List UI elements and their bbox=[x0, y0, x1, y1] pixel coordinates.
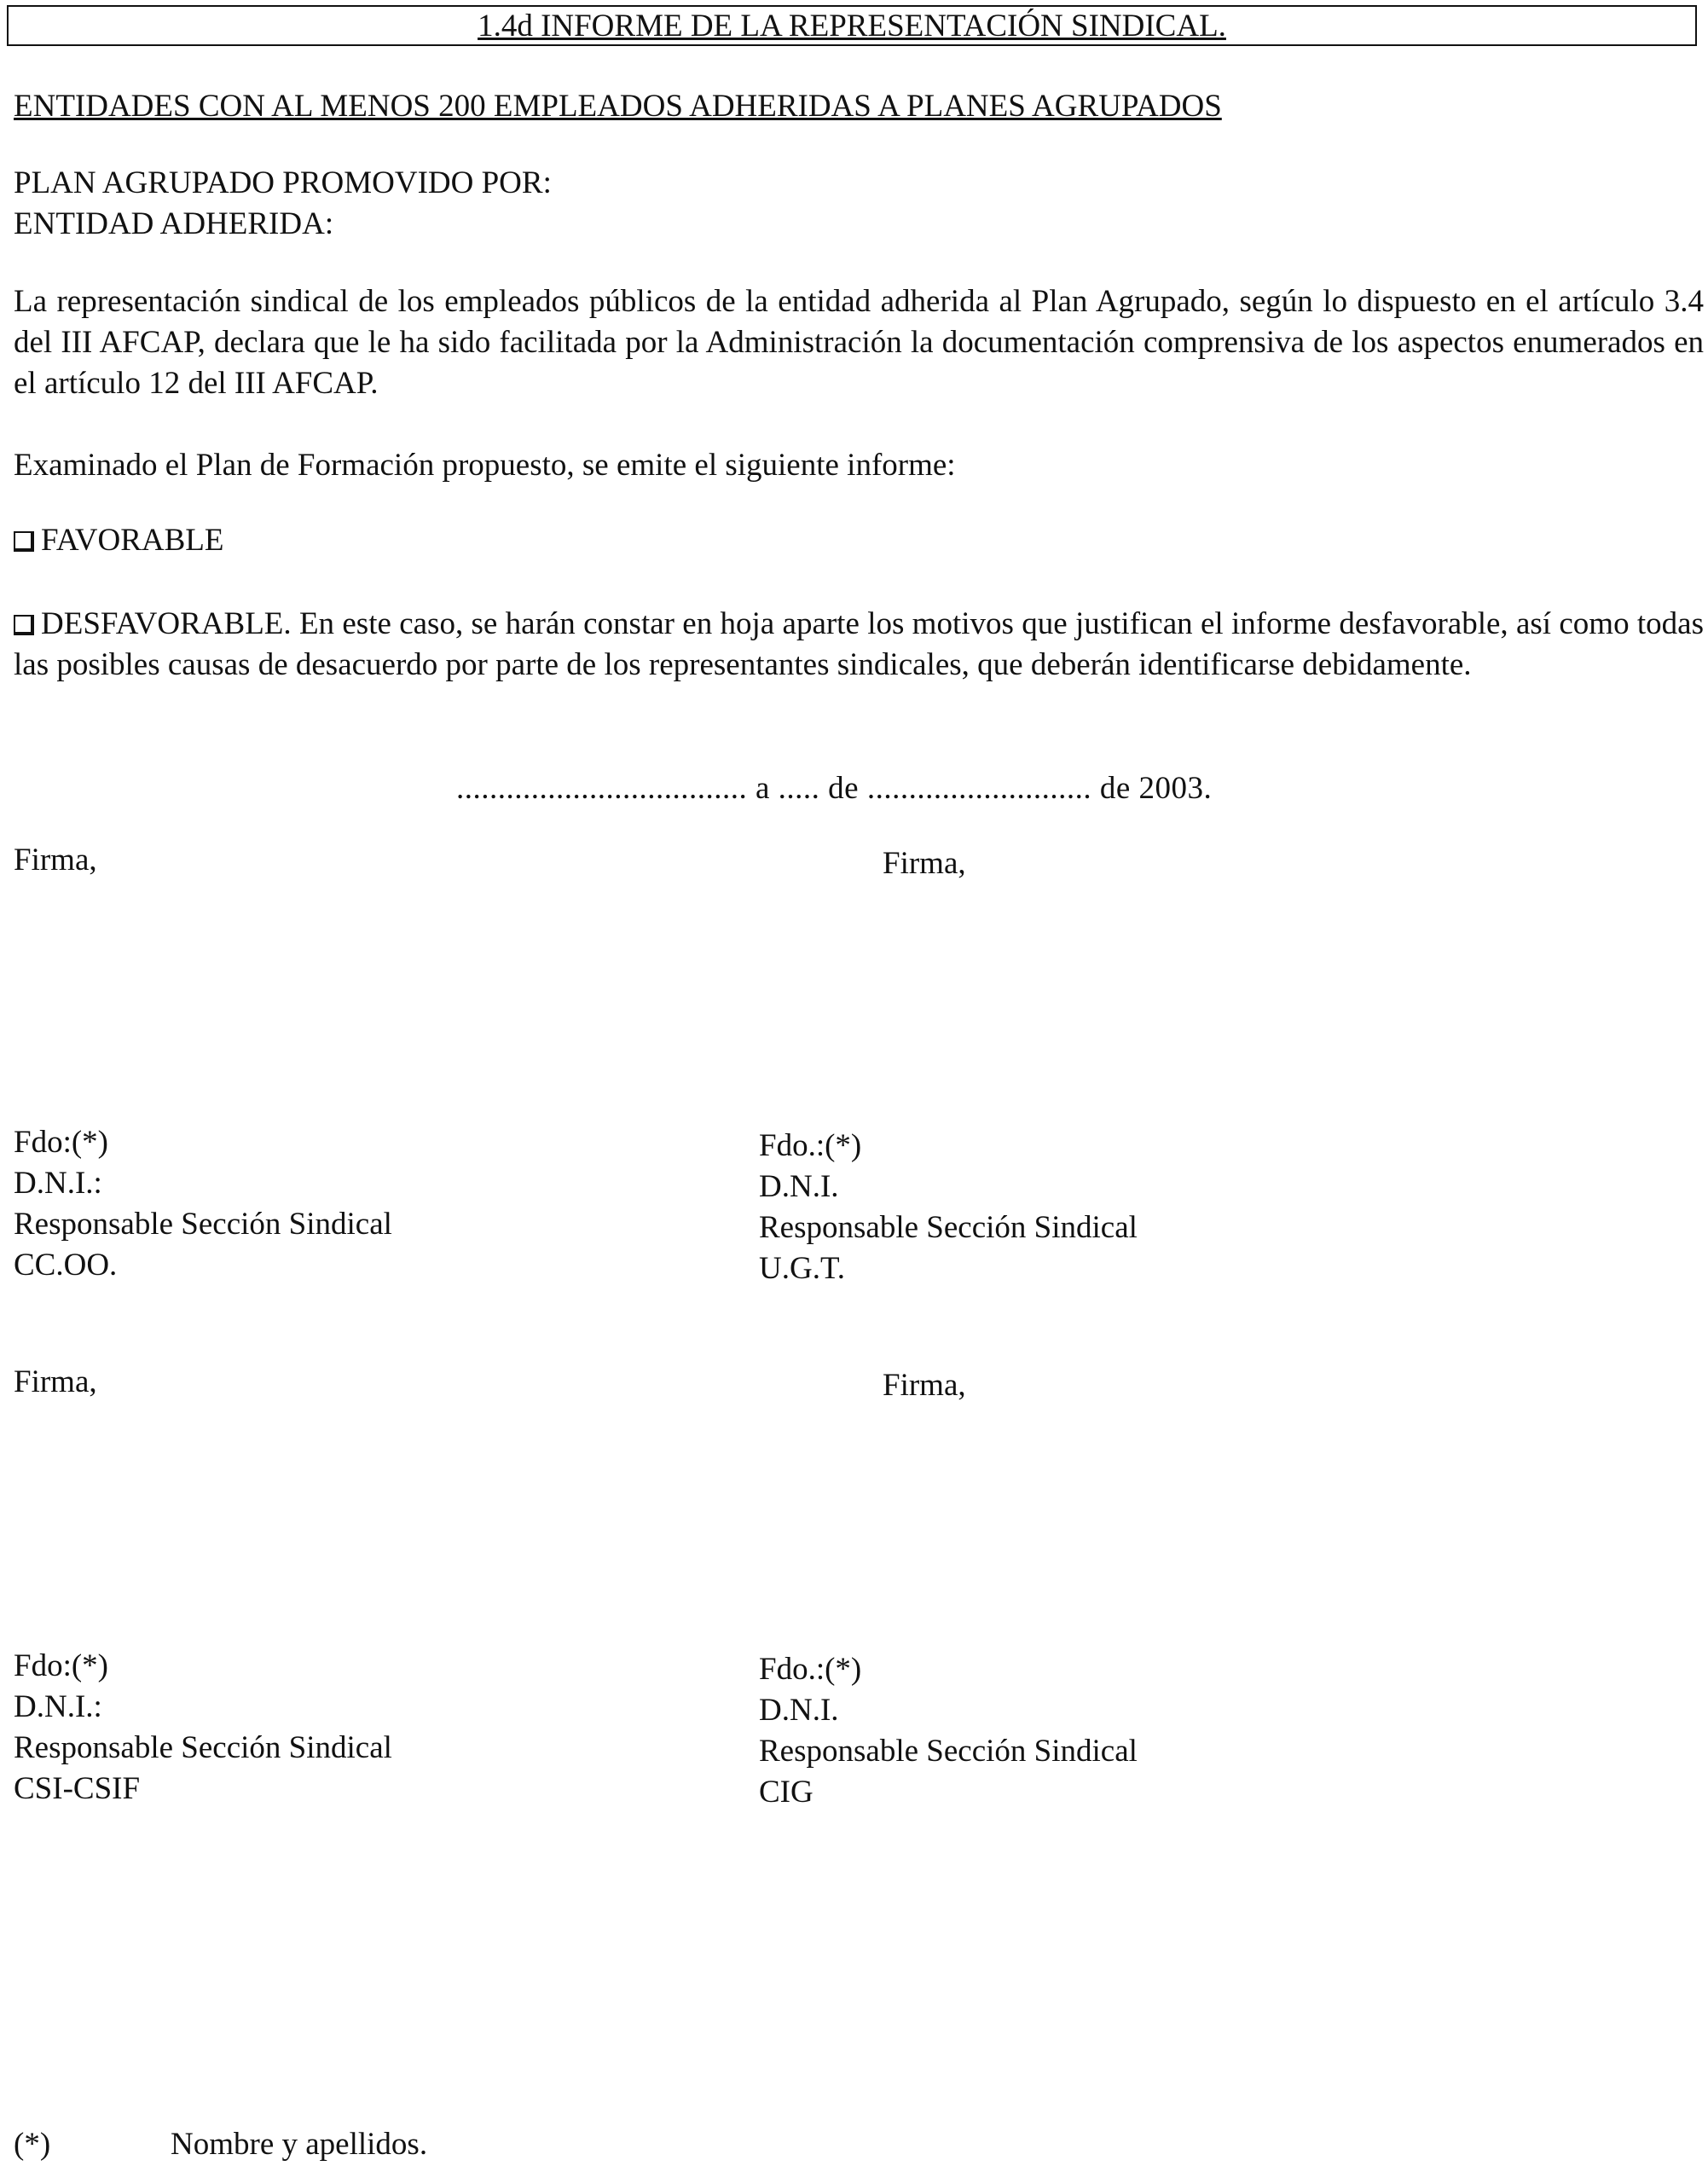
document-subtitle: ENTIDADES CON AL MENOS 200 EMPLEADOS ADHERIDAS A PLANES AGRUPADOS bbox=[14, 89, 1222, 124]
firma-label-2: Firma, bbox=[883, 846, 966, 881]
favorable-checkbox[interactable] bbox=[14, 531, 34, 552]
signature-fdo: Fdo:(*) bbox=[14, 1648, 108, 1683]
entidad-adherida-field: ENTIDAD ADHERIDA: bbox=[14, 206, 334, 241]
signature-role: Responsable Sección Sindical bbox=[759, 1734, 1138, 1769]
document-title-box bbox=[7, 5, 1697, 46]
signature-dni: D.N.I.: bbox=[14, 1166, 102, 1201]
signature-role: Responsable Sección Sindical bbox=[14, 1730, 392, 1765]
signature-fdo: Fdo:(*) bbox=[14, 1125, 108, 1160]
date-line: ................................... a ..... de ........................... de 2003. bbox=[456, 771, 1213, 806]
document-title: 1.4d INFORME DE LA REPRESENTACIÓN SINDICAL. bbox=[478, 9, 1226, 43]
footnote-mark: (*) bbox=[14, 2127, 51, 2162]
signature-role: Responsable Sección Sindical bbox=[14, 1207, 392, 1242]
signature-dni: D.N.I. bbox=[759, 1693, 839, 1728]
signature-union: CIG bbox=[759, 1775, 813, 1810]
signature-fdo: Fdo.:(*) bbox=[759, 1128, 862, 1163]
signature-fdo: Fdo.:(*) bbox=[759, 1652, 862, 1687]
signature-block-cig bbox=[759, 1649, 1138, 1813]
desfavorable-checkbox[interactable] bbox=[14, 615, 34, 635]
signature-role: Responsable Sección Sindical bbox=[759, 1210, 1138, 1245]
firma-label-4: Firma, bbox=[883, 1368, 966, 1403]
firma-label-1: Firma, bbox=[14, 843, 97, 877]
signature-block-ugt bbox=[759, 1126, 1138, 1289]
signature-dni: D.N.I. bbox=[759, 1169, 839, 1204]
signature-union: CSI-CSIF bbox=[14, 1771, 141, 1806]
option-favorable[interactable] bbox=[14, 520, 224, 561]
declaration-paragraph: La representación sindical de los empleados públicos de la entidad adherida al Plan Agrupado, según lo dispuesto en el artículo 3.4 del III AFCAP, declara que le ha sido facilitada por la Administración la documentación comprensiva de los aspectos enumerados en el artículo 12 del III AFCAP. bbox=[14, 284, 1704, 401]
firma-label-3: Firma, bbox=[14, 1364, 97, 1399]
plan-agrupado-field: PLAN AGRUPADO PROMOVIDO POR: bbox=[14, 165, 552, 200]
footnote-text: Nombre y apellidos. bbox=[171, 2127, 428, 2162]
option-desfavorable[interactable] bbox=[14, 604, 1704, 686]
signature-union: CC.OO. bbox=[14, 1248, 118, 1283]
favorable-label: FAVORABLE bbox=[41, 523, 224, 558]
desfavorable-label: DESFAVORABLE. En este caso, se harán constar en hoja aparte los motivos que justifican el informe desfavorable, así como todas las posibles causas de desacuerdo por parte de los representantes sindicales, que deberán identificarse debidamente. bbox=[14, 606, 1704, 682]
signature-block-ccoo bbox=[14, 1122, 392, 1286]
signature-dni: D.N.I.: bbox=[14, 1689, 102, 1724]
signature-block-csi-csif bbox=[14, 1646, 392, 1810]
signature-union: U.G.T. bbox=[759, 1251, 846, 1286]
examination-paragraph: Examinado el Plan de Formación propuesto, se emite el siguiente informe: bbox=[14, 448, 956, 483]
